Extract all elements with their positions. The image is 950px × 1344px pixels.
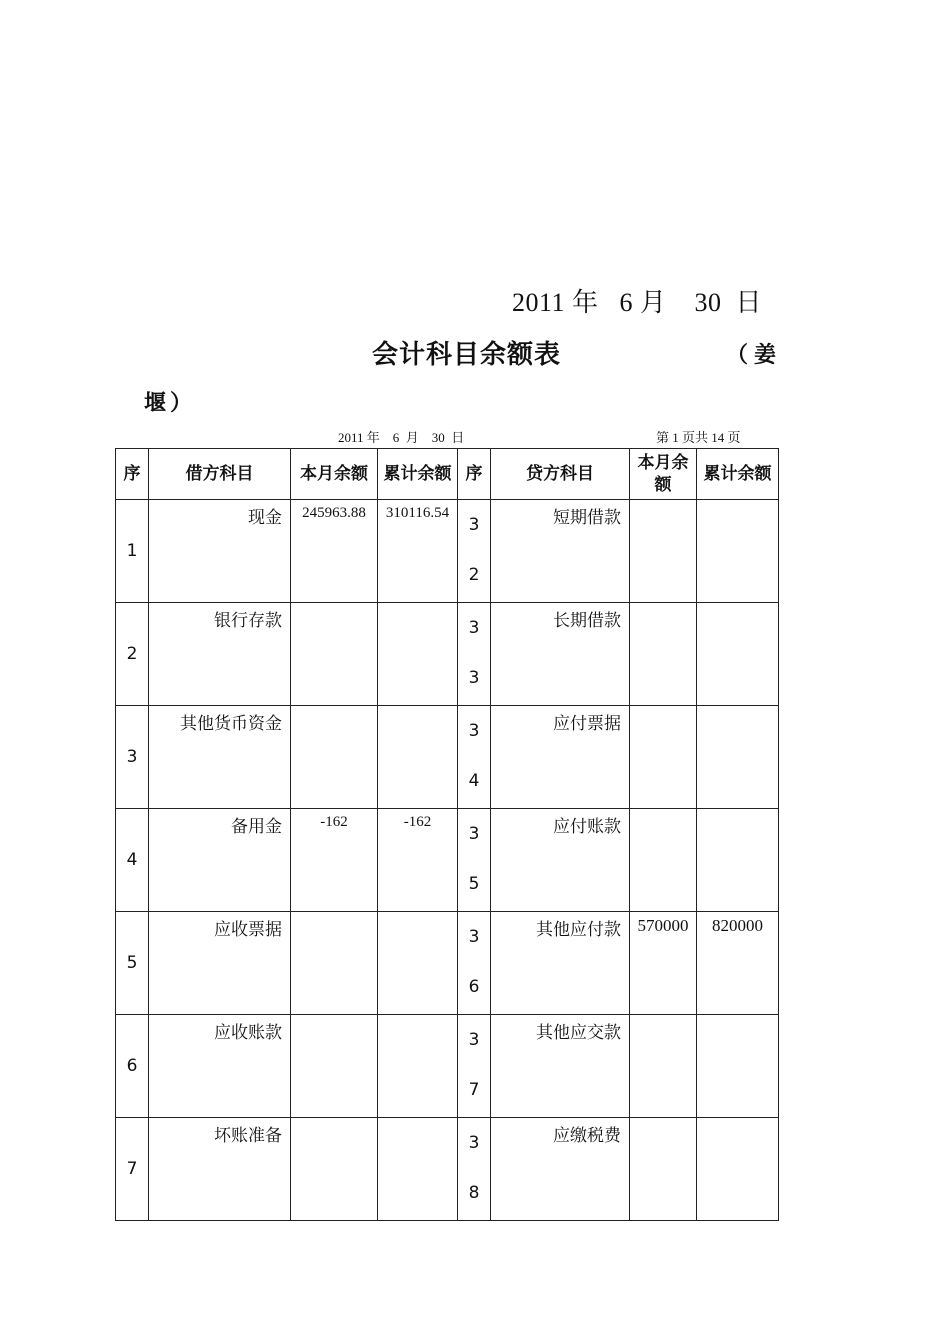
header-seq-right: 序 xyxy=(458,449,491,500)
page-info: 第 1 页共 14 页 xyxy=(656,430,741,445)
debit-subject-cell: 银行存款 xyxy=(149,603,291,706)
credit-subject-cell: 其他应付款 xyxy=(491,912,630,1015)
seq-right-digit-2: 6 xyxy=(468,977,480,997)
debit-cumulative-cell xyxy=(378,706,458,809)
debit-cumulative-cell: -162 xyxy=(378,809,458,912)
seq-right-digit-1: 3 xyxy=(468,824,480,844)
credit-month-cell xyxy=(630,1015,697,1118)
table-row xyxy=(116,603,779,706)
credit-cumulative-cell xyxy=(697,706,779,809)
table-row xyxy=(116,706,779,809)
debit-subject-cell: 坏账准备 xyxy=(149,1118,291,1221)
seq-right-cell xyxy=(458,500,491,603)
credit-subject-cell: 短期借款 xyxy=(491,500,630,603)
seq-left-cell: 5 xyxy=(116,912,149,1015)
credit-month-cell xyxy=(630,706,697,809)
table-row xyxy=(116,1118,779,1221)
seq-right-digit-1: 3 xyxy=(468,1133,480,1153)
seq-right-cell xyxy=(458,603,491,706)
unit-name-start: （姜 xyxy=(726,343,783,368)
credit-month-cell xyxy=(630,603,697,706)
debit-cumulative-cell: 310116.54 xyxy=(378,500,458,603)
table-row xyxy=(116,500,779,603)
seq-right-cell xyxy=(458,1118,491,1221)
credit-cumulative-cell xyxy=(697,1118,779,1221)
seq-right-digit-1: 3 xyxy=(468,515,480,535)
credit-subject-cell: 其他应交款 xyxy=(491,1015,630,1118)
seq-left-cell: 4 xyxy=(116,809,149,912)
debit-cumulative-cell xyxy=(378,1015,458,1118)
credit-subject-cell: 长期借款 xyxy=(491,603,630,706)
credit-month-cell xyxy=(630,809,697,912)
seq-right-cell xyxy=(458,912,491,1015)
seq-right-digit-2: 4 xyxy=(468,771,480,791)
table-row xyxy=(116,1015,779,1118)
debit-month-cell xyxy=(291,1015,378,1118)
header-credit-subject: 贷方科目 xyxy=(491,449,630,500)
report-date: 2011 年 6 月 30 日 xyxy=(512,288,763,317)
debit-subject-cell: 其他货币资金 xyxy=(149,706,291,809)
credit-cumulative-cell xyxy=(697,500,779,603)
credit-cumulative-cell xyxy=(697,809,779,912)
balance-table xyxy=(115,448,779,1221)
table-date: 2011 年 6 月 30 日 xyxy=(338,430,465,445)
debit-month-cell xyxy=(291,1118,378,1221)
table-row xyxy=(116,912,779,1015)
header-debit-month: 本月余额 xyxy=(291,449,378,500)
seq-right-digit-2: 7 xyxy=(468,1080,480,1100)
seq-left-cell: 1 xyxy=(116,500,149,603)
debit-subject-cell: 应收账款 xyxy=(149,1015,291,1118)
seq-right-cell xyxy=(458,1015,491,1118)
header-debit-subject: 借方科目 xyxy=(149,449,291,500)
seq-left-cell: 2 xyxy=(116,603,149,706)
credit-cumulative-cell xyxy=(697,1015,779,1118)
seq-left-cell: 3 xyxy=(116,706,149,809)
debit-cumulative-cell xyxy=(378,1118,458,1221)
credit-month-cell: 570000 xyxy=(630,912,697,1015)
debit-subject-cell: 现金 xyxy=(149,500,291,603)
credit-subject-cell: 应付账款 xyxy=(491,809,630,912)
debit-month-cell: -162 xyxy=(291,809,378,912)
credit-month-cell xyxy=(630,1118,697,1221)
debit-month-cell xyxy=(291,706,378,809)
seq-right-cell xyxy=(458,706,491,809)
credit-month-cell xyxy=(630,500,697,603)
seq-right-digit-2: 8 xyxy=(468,1183,480,1203)
debit-cumulative-cell xyxy=(378,912,458,1015)
seq-right-cell xyxy=(458,809,491,912)
seq-right-digit-2: 5 xyxy=(468,874,480,894)
debit-month-cell xyxy=(291,603,378,706)
seq-right-digit-2: 2 xyxy=(468,565,480,585)
seq-right-digit-1: 3 xyxy=(468,721,480,741)
header-seq-left: 序 xyxy=(116,449,149,500)
debit-subject-cell: 应收票据 xyxy=(149,912,291,1015)
credit-cumulative-cell: 820000 xyxy=(697,912,779,1015)
seq-right-digit-1: 3 xyxy=(468,618,480,638)
header-debit-cumulative: 累计余额 xyxy=(378,449,458,500)
table-header-row xyxy=(116,449,779,500)
seq-right-digit-2: 3 xyxy=(468,668,480,688)
unit-name-end: 堰） xyxy=(144,391,197,416)
header-credit-cumulative: 累计余额 xyxy=(697,449,779,500)
credit-subject-cell: 应付票据 xyxy=(491,706,630,809)
credit-cumulative-cell xyxy=(697,603,779,706)
debit-month-cell xyxy=(291,912,378,1015)
debit-cumulative-cell xyxy=(378,603,458,706)
debit-month-cell: 245963.88 xyxy=(291,500,378,603)
report-title: 会计科目余额表 xyxy=(372,340,562,370)
debit-subject-cell: 备用金 xyxy=(149,809,291,912)
seq-left-cell: 6 xyxy=(116,1015,149,1118)
seq-right-digit-1: 3 xyxy=(468,1030,480,1050)
seq-left-cell: 7 xyxy=(116,1118,149,1221)
credit-subject-cell: 应缴税费 xyxy=(491,1118,630,1221)
seq-right-digit-1: 3 xyxy=(468,927,480,947)
table-row xyxy=(116,809,779,912)
header-credit-month: 本月余额 xyxy=(630,449,697,500)
